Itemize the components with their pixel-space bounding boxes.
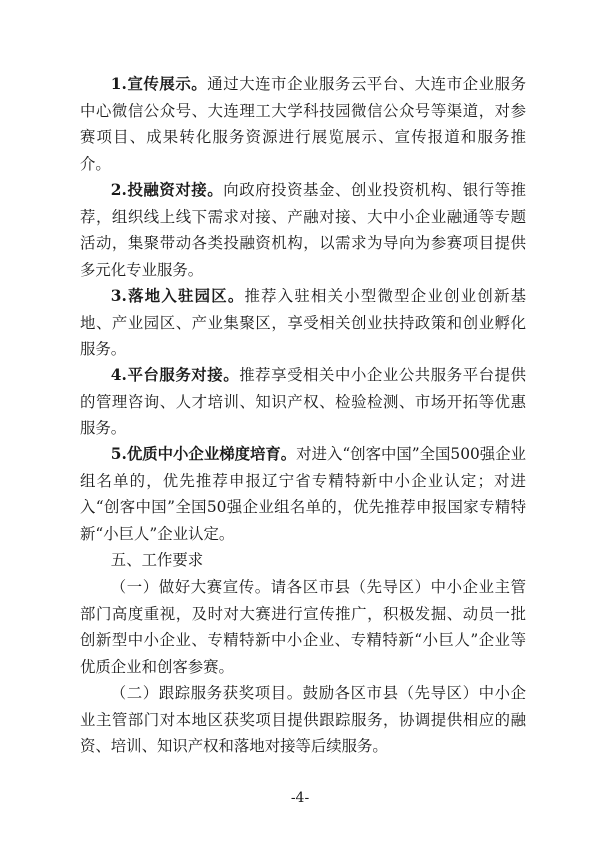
requirement-1-heading: （一）做好大赛宣传。 [110, 578, 271, 596]
requirement-2-body: 鼓励各区市县（先导区）中小企业主管部门对本地区获奖项目提供跟踪服务，协调提供相应的融资、培训、知识产权和落地对接等后续服务。 [80, 684, 526, 755]
item-5 [80, 441, 526, 547]
item-1-body: 通过大连市企业服务云平台、大连市企业服务中心微信公众号、大连理工大学科技园微信公众号等渠道，对参赛项目、成果转化服务资源进行展览展示、宣传报道和服务推介。 [80, 75, 526, 173]
item-5-body: 对进入“创客中国”全国500强企业组名单的，优先推荐申报辽宁省专精特新中小企业认定；对进入“创客中国”全国50强企业组名单的，优先推荐申报国家专精特新“小巨人”企业认定。 [80, 445, 526, 543]
requirement-1 [80, 574, 526, 680]
item-4-body: 推荐享受相关中小企业公共服务平台提供的管理咨询、人才培训、知识产权、检验检测、市场开拓等优惠服务。 [80, 366, 526, 437]
item-1 [80, 71, 526, 177]
item-1-heading: 1.宣传展示。 [110, 75, 208, 93]
item-3 [80, 283, 526, 363]
item-2-heading: 2.投融资对接。 [110, 181, 224, 199]
item-3-heading: 3.落地入驻园区。 [110, 287, 245, 305]
page-number: -4- [290, 790, 310, 806]
requirement-2-heading: （二）跟踪服务获奖项目。 [110, 684, 303, 702]
item-5-heading: 5.优质中小企业梯度培育。 [110, 445, 297, 463]
requirement-2 [80, 680, 526, 760]
requirement-1-body: 请各区市县（先导区）中小企业主管部门高度重视，及时对大赛进行宣传推广，积极发掘、动员一批创新型中小企业、专精特新中小企业、专精特新“小巨人”企业等优质企业和创客参赛。 [80, 578, 526, 676]
item-4 [80, 362, 526, 442]
item-2 [80, 177, 526, 283]
section-heading: 五、工作要求 [110, 551, 204, 569]
item-2-body: 向政府投资基金、创业投资机构、银行等推荐，组织线上线下需求对接、产融对接、大中小企业融通等专题活动，集聚带动各类投融资机构，以需求为导向为参赛项目提供多元化专业服务。 [80, 181, 526, 279]
item-4-heading: 4.平台服务对接。 [110, 366, 240, 384]
item-3-body: 推荐入驻相关小型微型企业创业创新基地、产业园区、产业集聚区，享受相关创业扶持政策和创业孵化服务。 [80, 287, 526, 358]
